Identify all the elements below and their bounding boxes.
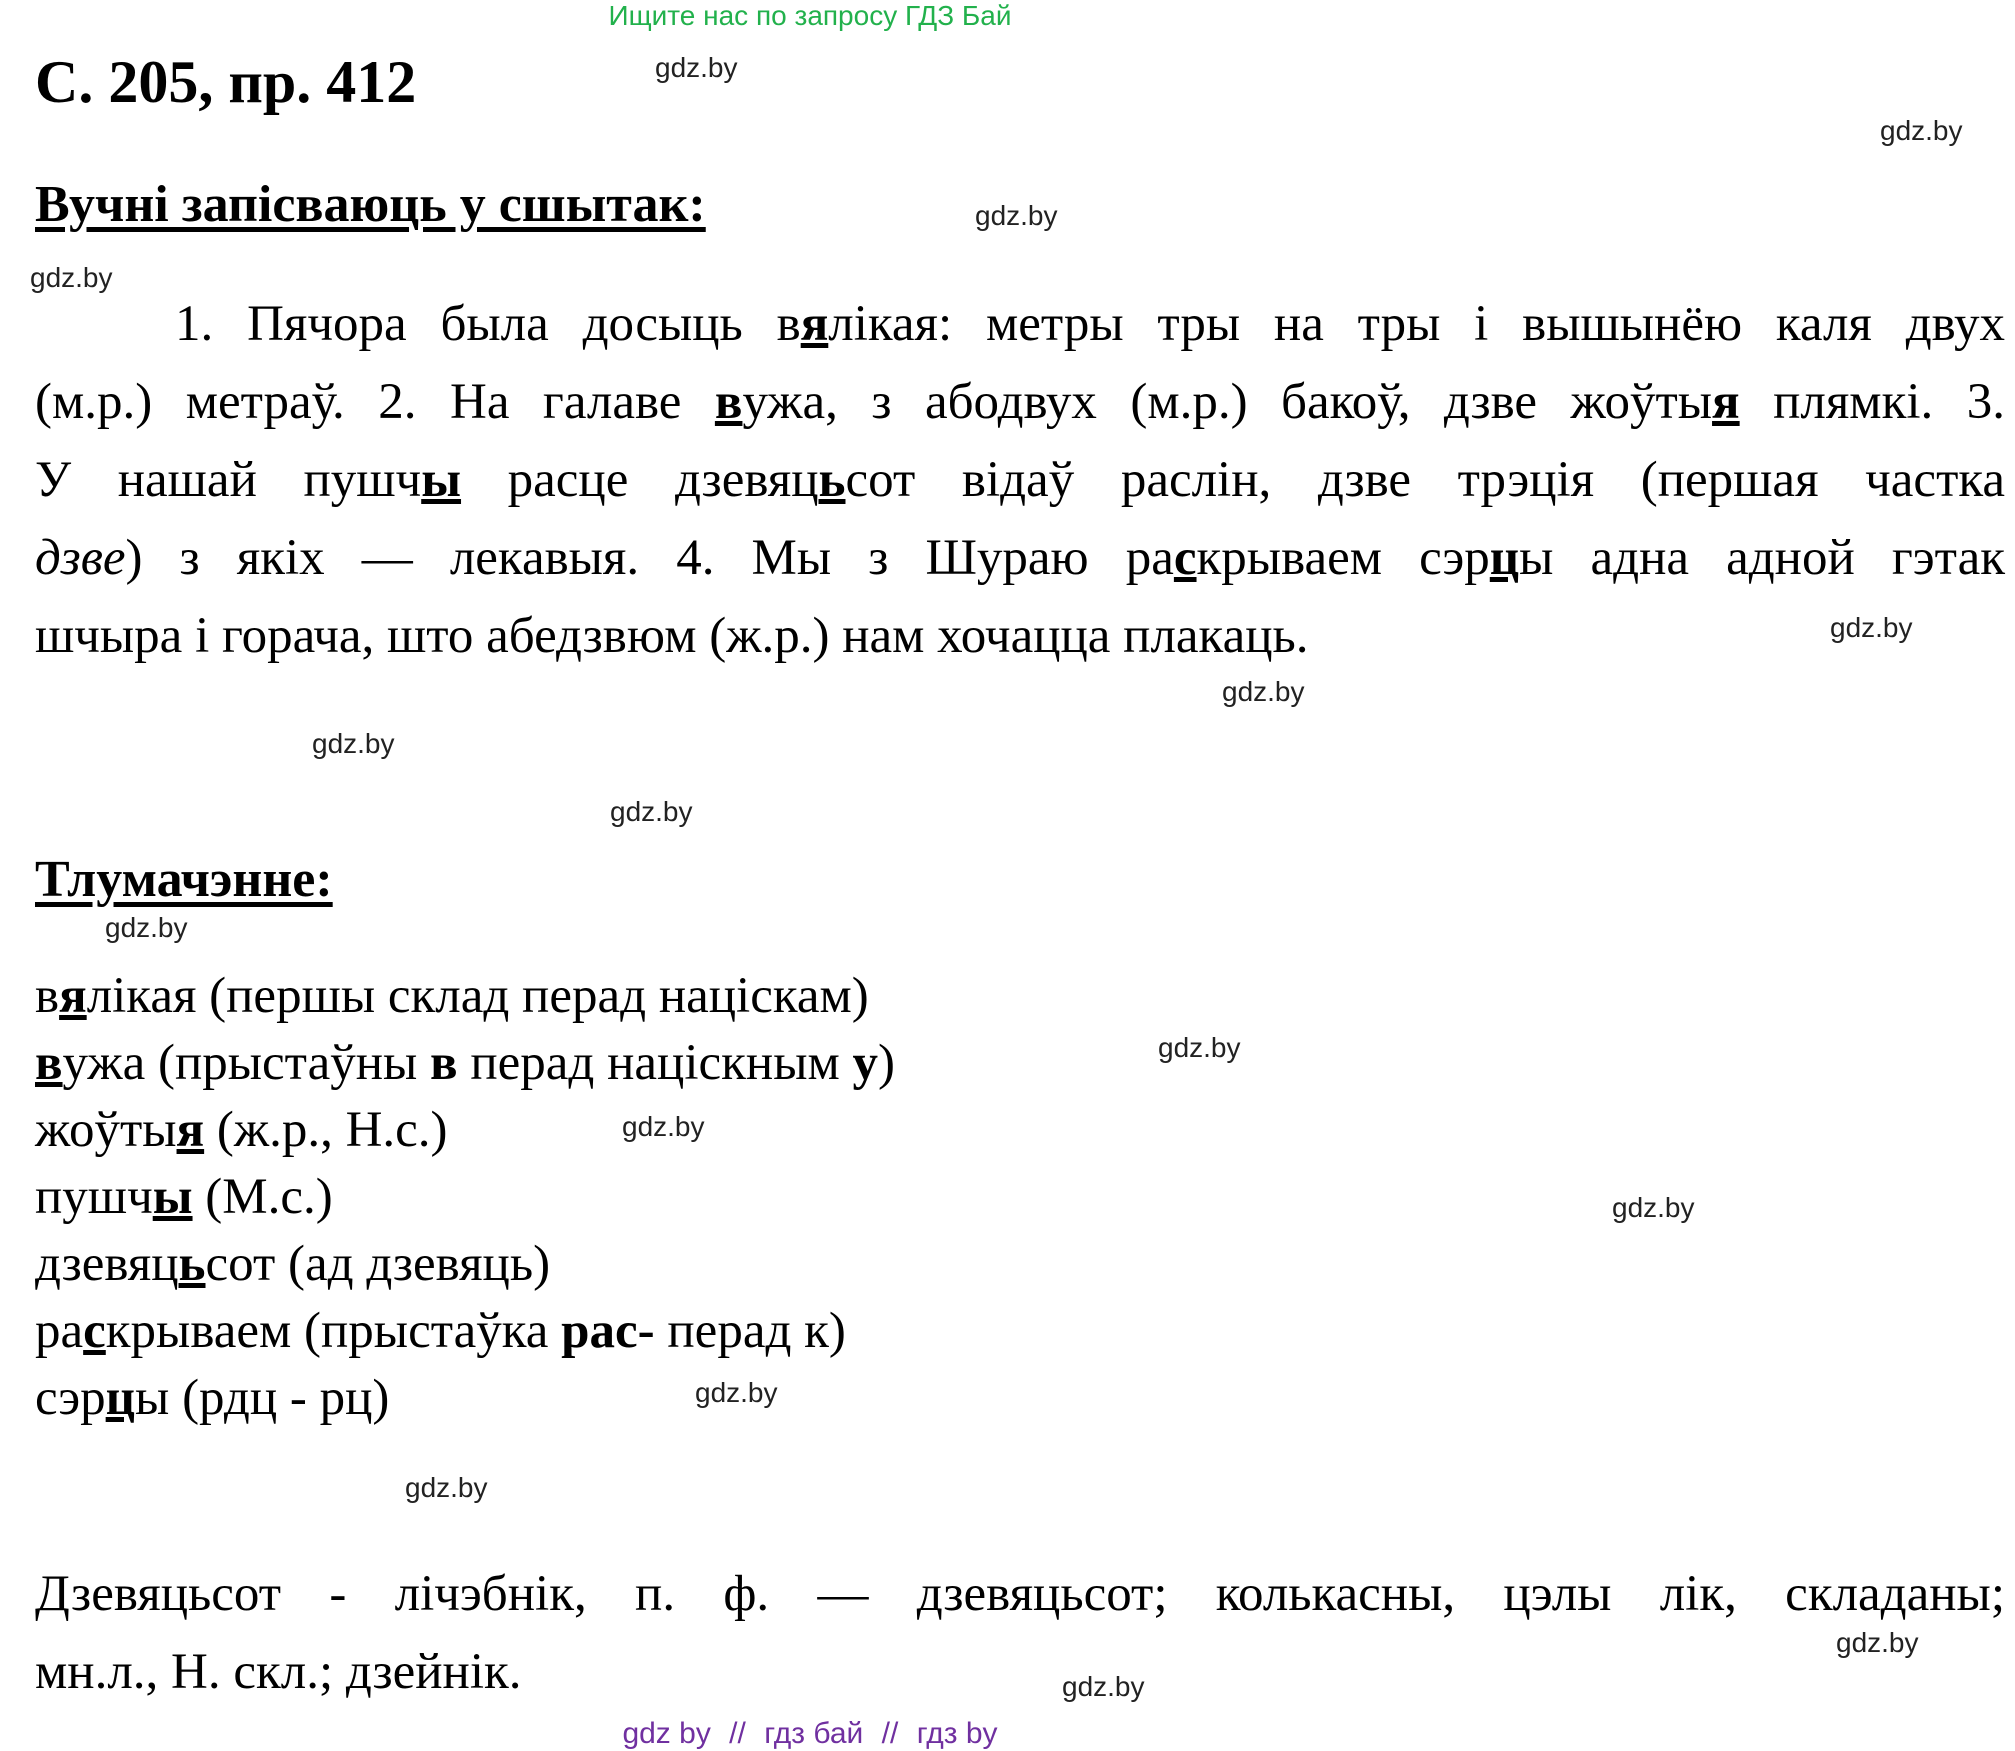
- watermark: gdz.by: [695, 1377, 778, 1408]
- watermark: gdz.by: [1062, 1671, 1145, 1702]
- watermark: gdz.by: [405, 1472, 488, 1503]
- text-line-4: дзве) з якіх — лекавыя. 4. Мы з Шураю раскрываем сэрцы адна адной гэтак: [35, 530, 2005, 586]
- watermark: gdz.by: [1830, 612, 1913, 643]
- explanation-line-2: вужа (прыстаўны в перад націскным у): [35, 1035, 895, 1091]
- section-heading-explanation: Тлумачэнне:: [35, 851, 333, 908]
- footer-link-gdz-by[interactable]: gdz by: [622, 1717, 711, 1750]
- watermark: gdz.by: [1880, 115, 1963, 146]
- watermark: gdz.by: [105, 912, 188, 943]
- text-line-1: 1. Пячора была досыць вялікая: метры тры на тры і вышынёю каля двух: [175, 296, 2005, 352]
- watermark: gdz.by: [1158, 1032, 1241, 1063]
- text-line-3: У нашай пушчы расце дзевяцьсот відаў раслін, дзве трэція (першая частка: [35, 452, 2005, 508]
- watermark: gdz.by: [1836, 1627, 1919, 1658]
- watermark: gdz.by: [1612, 1192, 1695, 1223]
- watermark: gdz.by: [975, 200, 1058, 231]
- footer-link-gdz-by-2[interactable]: гдз by: [916, 1717, 998, 1750]
- exercise-text: [35, 285, 2005, 675]
- top-banner: Ищите нас по запросу ГДЗ Бай: [608, 0, 1012, 31]
- explanation-line-4: пушчы (М.с.): [35, 1169, 333, 1225]
- explanation-line-6: раскрываем (прыстаўка рас- перад к): [35, 1303, 846, 1359]
- watermark: gdz.by: [622, 1111, 705, 1142]
- morphological-analysis: [35, 1555, 2005, 1711]
- explanation-line-3: жоўтыя (ж.р., Н.с.): [35, 1102, 448, 1158]
- footer-link-gdz-bai[interactable]: гдз бай: [764, 1717, 864, 1750]
- page-title: С. 205, пр. 412: [35, 49, 417, 115]
- footer-separator: //: [881, 1717, 899, 1750]
- watermark: gdz.by: [655, 52, 738, 83]
- text-line-2: (м.р.) метраў. 2. На галаве вужа, з абодвух (м.р.) бакоў, дзве жоўтыя плямкі. 3.: [35, 374, 2005, 430]
- watermark: gdz.by: [610, 796, 693, 827]
- explanation-line-5: дзевяцьсот (ад дзевяць): [35, 1236, 551, 1292]
- footer-separator: //: [729, 1717, 746, 1750]
- watermark: gdz.by: [30, 262, 113, 293]
- watermark: gdz.by: [1222, 676, 1305, 707]
- explanation-line-7: сэрцы (рдц - рц): [35, 1370, 390, 1426]
- footer-links: [0, 1717, 1620, 1751]
- analysis-line-1: Дзевяцьсот - лічэбнік, п. ф. — дзевяцьсот; колькасны, цэлы лік, складаны;: [35, 1566, 2005, 1622]
- section-heading-notebook: Вучні запісваюць у сшытак:: [35, 176, 706, 233]
- watermark: gdz.by: [312, 728, 395, 759]
- text-line-5: шчыра і горача, што абедзвюм (ж.р.) нам хочацца плакаць.: [35, 608, 1309, 664]
- explanation-line-1: вялікая (першы склад перад націскам): [35, 968, 869, 1024]
- analysis-line-2: мн.л., Н. скл.; дзейнік.: [35, 1644, 522, 1700]
